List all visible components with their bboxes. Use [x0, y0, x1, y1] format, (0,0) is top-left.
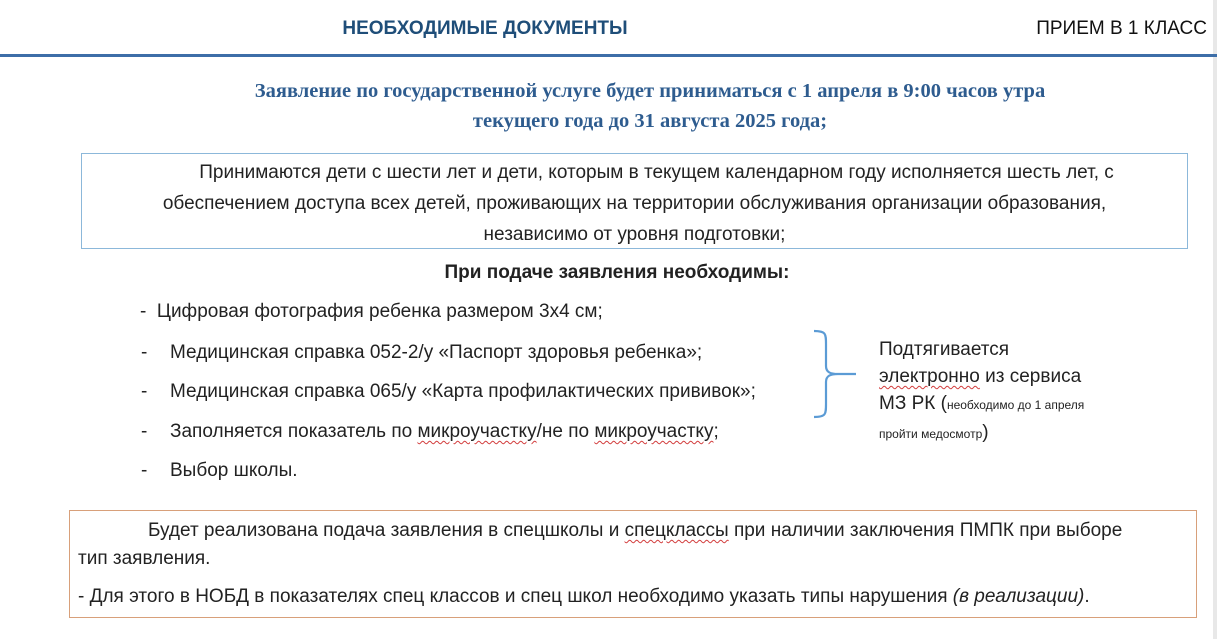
document-item-health-passport: - Медицинская справка 052-2/у «Паспорт здоровья ребенка»;	[141, 342, 703, 363]
section-label: ПРИЕМ В 1 КЛАСС	[1036, 18, 1207, 39]
documents-heading: При подаче заявления необходимы:	[444, 262, 790, 283]
spellcheck-word: спецклассы	[624, 520, 729, 541]
document-item-photo: - Цифровая фотография ребенка размером 3х4 см;	[140, 301, 603, 322]
page-title: НЕОБХОДИМЫЕ ДОКУМЕНТЫ	[342, 18, 628, 39]
special-paragraph-1-line-2: тип заявления.	[78, 548, 211, 569]
electronic-import-note: Подтягивается электронно из сервиса МЗ РК (необходимо до 1 апреля пройти медосмотр)	[879, 339, 1085, 443]
notice-line-1: Заявление по государственной услуге будет приниматься с 1 апреля в 9:00 часов утра	[254, 80, 1046, 102]
info-line-1: Принимаются дети с шести лет и дети, которым в текущем календарном году исполняется шесть лет, с	[199, 162, 1114, 183]
notice-line-2: текущего года до 31 августа 2025 года;	[472, 110, 828, 132]
document-item-school-choice: - Выбор школы.	[141, 460, 298, 481]
curly-brace-icon	[812, 328, 860, 420]
spellcheck-word: микроучастку	[594, 421, 714, 442]
info-line-2: обеспечением доступа всех детей, проживающих на территории обслуживания организации образования,	[162, 193, 1107, 214]
document-item-district-indicator: - Заполняется показатель по микроучастку/не по микроучастку;	[141, 421, 719, 442]
admission-info-box	[81, 153, 1188, 249]
page-edge	[1213, 0, 1217, 639]
special-paragraph-1: Будет реализована подача заявления в спецшколы и спецклассы при наличии заключения ПМПК при выборе	[148, 520, 1123, 541]
spellcheck-word: микроучастку	[417, 421, 537, 442]
header-divider	[0, 54, 1217, 57]
document-item-vaccination-card: - Медицинская справка 065/у «Карта профилактических прививок»;	[141, 381, 756, 402]
info-line-3: независимо от уровня подготовки;	[483, 224, 786, 245]
spellcheck-word: электронно	[879, 366, 980, 387]
special-schools-box	[69, 510, 1197, 618]
application-notice	[140, 76, 1160, 136]
special-paragraph-2: - Для этого в НОБД в показателях спец классов и спец школ необходимо указать типы нарушения (в реализации).	[78, 586, 1090, 607]
